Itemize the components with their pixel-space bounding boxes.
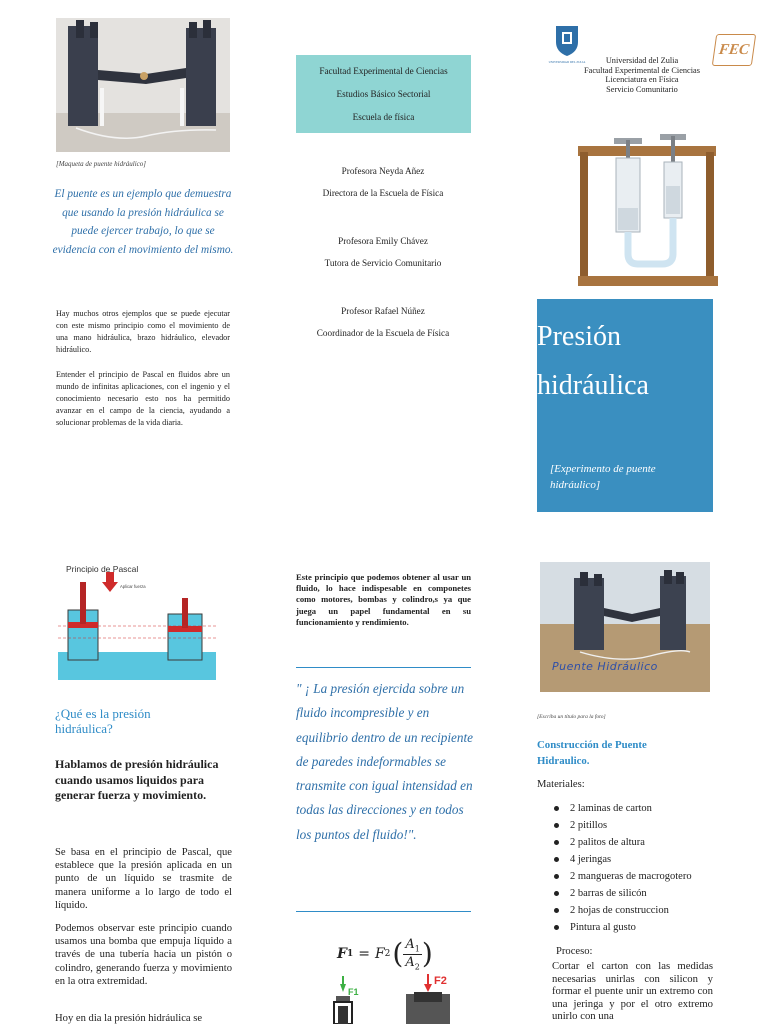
university-logo-text: UNIVERSIDAD DEL ZULIA xyxy=(548,60,586,64)
fec-logo xyxy=(712,34,756,66)
process-label: Proceso: xyxy=(556,946,593,957)
formula-num-sub: 1 xyxy=(414,944,420,954)
university-logo xyxy=(554,24,580,60)
person-2-role: Tutora de Servicio Comunitario xyxy=(324,258,442,268)
person-1-role: Directora de la Escuela de Física xyxy=(322,188,444,198)
material-item: 2 barras de silicón xyxy=(552,885,722,902)
header-line-2: Facultad Experimental de Ciencias xyxy=(584,65,700,75)
pascal-quote: " ¡ La presión ejercida sobre un fluido incompresible y en equilibrio dentro de un recipiente de paredes indeformables se transmite con igual intensidad en todas las direcciones y en todos los puntos del fluido!". xyxy=(296,681,474,842)
intro-bold: Hablamos de presión hidráulica cuando usamos liquidos para generar fuerza y movimiento. xyxy=(55,757,219,802)
person-3-role: Coordinador de la Escuela de Física xyxy=(316,328,450,338)
pascal-diagram-label: Aplicar fuerza xyxy=(120,584,146,589)
material-item: 2 hojas de construccion xyxy=(552,902,722,919)
title-box xyxy=(537,299,713,512)
material-item: 2 laminas de carton xyxy=(552,800,722,817)
construction-heading: Construcción de Puente Hidraulico. xyxy=(537,739,647,767)
components-bold-paragraph: Este principio que podemos obtener al usar un fluido, lo hace indispesable en componetes como motores, bombas y colindro,s ya que juega un papel fundamental en su funcionamiento y rendimiento. xyxy=(296,572,471,627)
syringe-apparatus-image xyxy=(578,128,718,288)
formula-rhs: F xyxy=(374,946,385,962)
materials-label: Materiales: xyxy=(537,779,585,790)
piston-illustration xyxy=(330,972,470,1024)
person-1-name: Profesora Neyda Añez xyxy=(341,166,425,176)
project-photo-caption: [Escriba un título para la foto] xyxy=(537,714,606,720)
materials-list xyxy=(552,800,722,936)
faculty-box xyxy=(296,55,471,133)
faculty-line: Facultad Experimental de Ciencias xyxy=(319,66,448,76)
school-line: Escuela de física xyxy=(352,112,415,122)
title-line-1: Presión xyxy=(537,321,621,352)
university-crest-icon xyxy=(554,24,580,60)
person-2-name: Profesora Emily Chávez xyxy=(338,236,428,246)
formula-lhs-sub: 1 xyxy=(346,949,354,959)
material-item: Pintura al gusto xyxy=(552,919,722,936)
header-line-1: Universidad del Zulia xyxy=(605,56,679,65)
formula-equals: = xyxy=(358,946,370,962)
university-header xyxy=(572,56,712,94)
bridge-photo-caption: [Maqueta de puente hidráulico] xyxy=(56,160,147,168)
fec-logo-text: FEC xyxy=(717,41,751,58)
material-item: 2 palitos de altura xyxy=(552,834,722,851)
pascal-diagram-title: Principio de Pascal xyxy=(66,564,139,574)
header-line-4: Servicio Comunitario xyxy=(606,84,678,94)
pascal-principle-illustration xyxy=(58,560,216,684)
material-item: 2 mangueras de macrogotero xyxy=(552,868,722,885)
bridge-project-photo xyxy=(540,562,710,692)
formula-denominator xyxy=(403,955,421,972)
formula-num-symbol: A xyxy=(405,936,415,952)
title-line-2: hidráulica xyxy=(537,370,649,401)
person-2 xyxy=(280,236,486,268)
syringe-apparatus-illustration xyxy=(578,128,718,288)
formula-lhs: F xyxy=(337,946,347,962)
what-is-heading: ¿Qué es la presión hidráulica? xyxy=(55,706,151,736)
pascal-formula xyxy=(337,934,433,974)
formula-den-symbol: A xyxy=(405,954,415,970)
examples-paragraph: Hay muchos otros ejemplos que se puede ejecutar con este mismo principio como el movimiento de una mano hidráulica, brazo hidráulico, elevador hidráulico. xyxy=(56,309,230,354)
formula-paren-close: ) xyxy=(421,937,433,970)
f1-label: F1 xyxy=(348,987,359,997)
header-line-3: Licenciatura en Física xyxy=(605,75,679,85)
process-paragraph: Cortar el carton con las medidas necesarias unirlas con silicon y formar el puente unir un extremo con una jeringa y por el otro extremo unirlo con una xyxy=(552,960,713,1023)
person-1 xyxy=(280,166,486,198)
pascal-diagram xyxy=(58,560,216,684)
studies-line: Estudios Básico Sectorial xyxy=(336,89,431,99)
formula-numerator xyxy=(403,937,421,955)
pump-paragraph: Podemos observar este principio cuando usamos una bomba que empuja líquido a través de una tubería hacia un pistón o colindro, generando fuerza y movimiento en la otra extremidad. xyxy=(55,923,232,987)
material-item: 2 pitillos xyxy=(552,817,722,834)
formula-rhs-sub: 2 xyxy=(384,949,391,959)
pascal-basis-paragraph: Se basa en el principio de Pascal, que establece que la presión aplicada en un punto de un líquido se trasmite de manera uniforme a lo largo de todo el líquido. xyxy=(55,847,232,911)
bridge-quote: El puente es un ejemplo que demuestra que usando la presión hidráulica se puede ejercer trabajo, lo que se evidencia con el movimiento del mismo. xyxy=(52,188,234,256)
person-3-name: Profesor Rafael Núñez xyxy=(341,306,425,316)
title-subtitle: [Experimento de puente hidráulico] xyxy=(550,463,656,491)
today-paragraph: Hoy en dia la presión hidráulica se xyxy=(55,1013,203,1024)
quote-rule-bottom xyxy=(296,911,471,912)
piston-diagram xyxy=(330,972,470,1024)
bridge-model-illustration xyxy=(56,18,230,152)
formula-den-sub: 2 xyxy=(414,962,420,972)
f2-label: F2 xyxy=(434,975,447,987)
person-3 xyxy=(280,306,486,338)
pascal-applications-paragraph: Entender el principio de Pascal en fluidos abre un mundo de infinitas aplicaciones, con el ingenio y el conocimiento necesario esto nos ha permitido avanzar en el campo de la ciencia, ayudando a solucionar problemas de la vida diaria. xyxy=(56,370,230,427)
photo-handwritten-label: Puente Hidráulico xyxy=(552,660,658,673)
formula-fraction xyxy=(403,937,421,971)
quote-rule-top xyxy=(296,667,471,668)
formula-paren-open: ( xyxy=(392,937,404,970)
bridge-model-photo xyxy=(56,18,230,152)
material-item: 4 jeringas xyxy=(552,851,722,868)
